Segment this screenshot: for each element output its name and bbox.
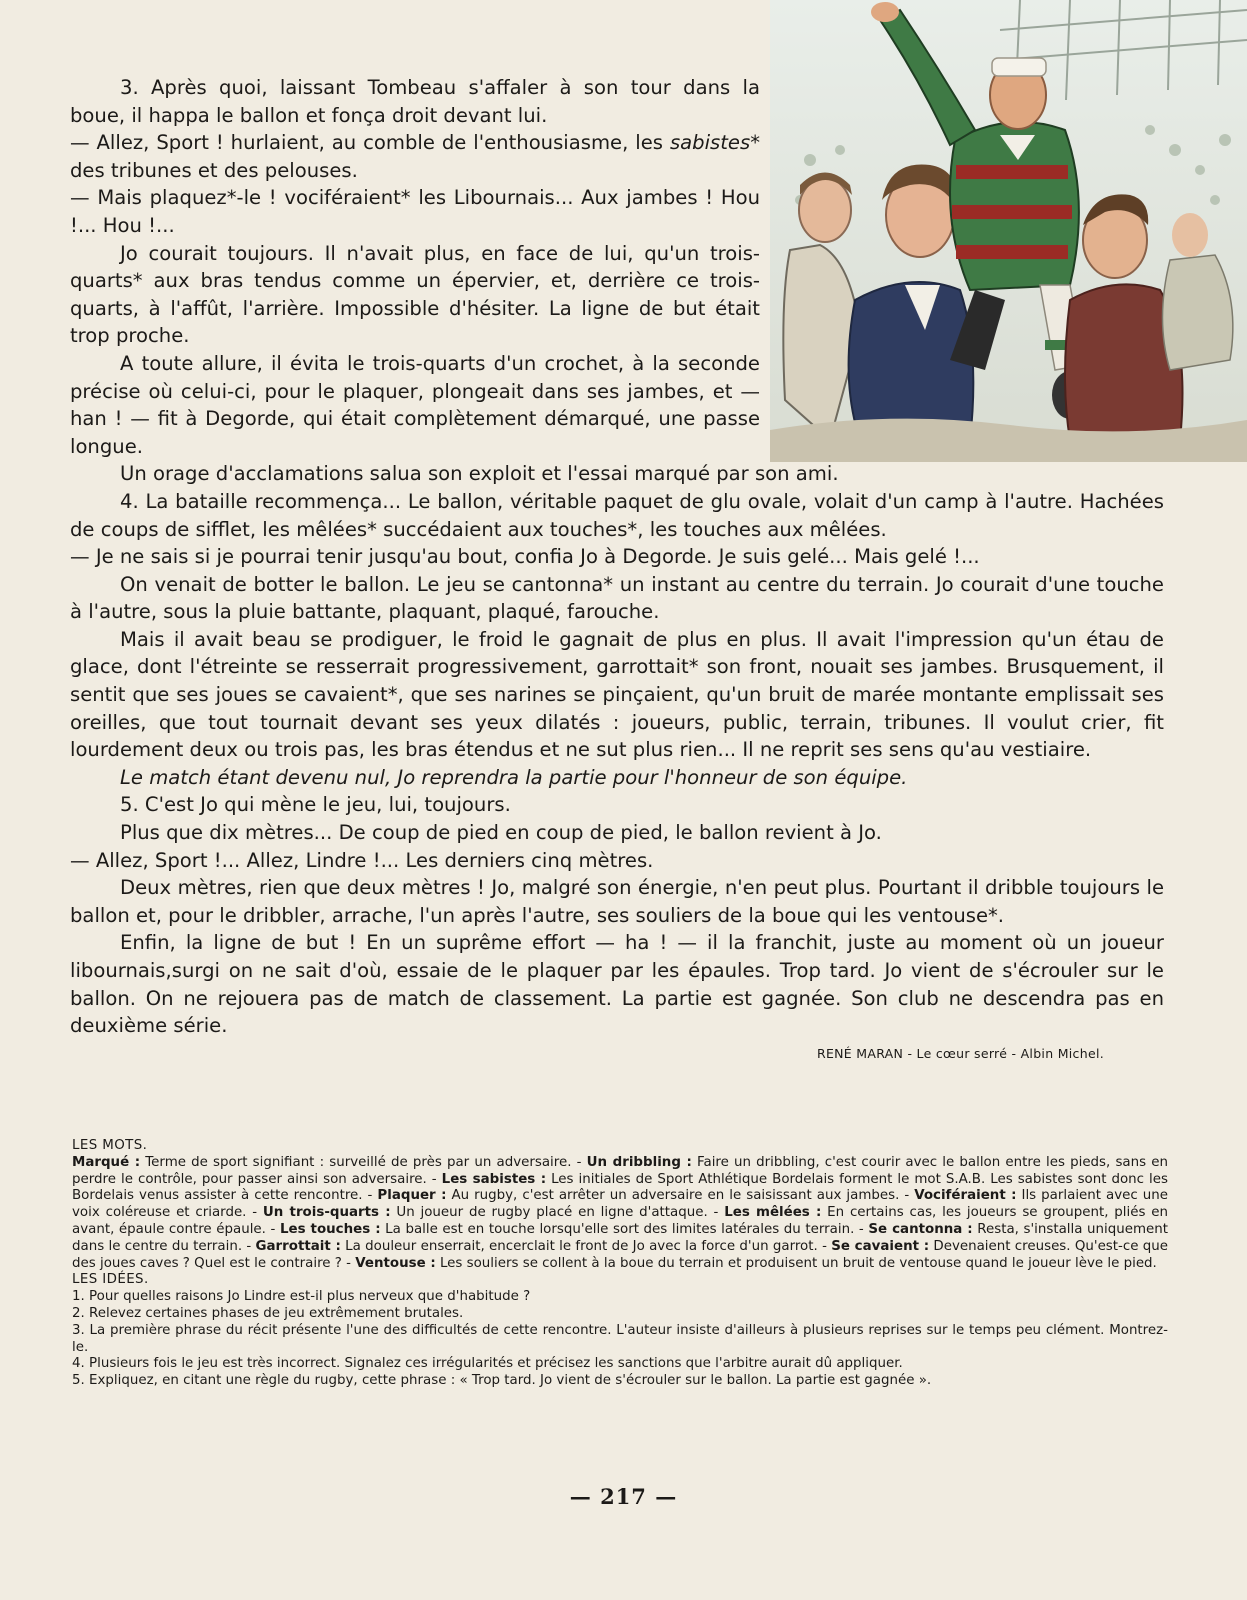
vocabulary-term: Les sabistes :: [441, 1171, 547, 1187]
paragraph-final: Enfin, la ligne de but ! En un suprême effort — ha ! — il la franchit, juste au moment où un joueur libournais,surgi on ne sait d'où, essaie de le plaquer par les épaules. Trop tard. Jo vient de s'écrouler sur le ballon. On ne rejouera pas de match de classement. La partie est gagnée. Son club ne descendra pas en deuxième série.: [70, 931, 1164, 1038]
dialogue-line: [70, 129, 760, 184]
italic-summary: [70, 764, 1164, 792]
idea-question: 5. Expliquez, en citant une règle du rugby, cette phrase : « Trop tard. Jo vient de s'écrouler sur le ballon. La partie est gagnée ».: [72, 1373, 932, 1389]
vocabulary-definitions: [72, 1155, 1168, 1273]
credit-line: [70, 1040, 1164, 1068]
vocabulary-definition: La douleur enserrait, encerclait le front de Jo avec la force d'un garrot. -: [340, 1238, 832, 1254]
idea-question: 1. Pour quelles raisons Jo Lindre est-il plus nerveux que d'habitude ?: [72, 1289, 531, 1305]
idea-question: 3. La première phrase du récit présente l'une des difficultés de cette rencontre. L'auteur insiste d'ailleurs à plusieurs reprises sur le temps peu clément. Montrez-le.: [72, 1322, 1168, 1355]
vocabulary-term: Se cavaient :: [831, 1238, 930, 1254]
vocabulary-term: Plaquer :: [377, 1188, 447, 1204]
vocabulary-definition: En certains cas, les joueurs se groupent, pliés en avant, épaule contre épaule. -: [72, 1205, 1168, 1237]
paragraph: Un orage d'acclamations salua son exploit et l'essai marqué par son ami.: [120, 462, 839, 486]
text-beside-illustration: [70, 74, 760, 460]
source-credit: RENÉ MARAN - Le cœur serré - Albin Michel.: [816, 1045, 1104, 1061]
vocabulary-term: Vociféraient :: [914, 1188, 1017, 1204]
vocabulary-heading: LES MOTS.: [72, 1138, 148, 1153]
dialogue-line: — Je ne sais si je pourrai tenir jusqu'au bout, confia Jo à Degorde. Je suis gelé... Mais gelé !...: [70, 545, 980, 569]
ideas-list: [72, 1289, 1168, 1390]
vocabulary-definition: Ils parlaient avec une voix coléreuse et criarde. -: [72, 1188, 1168, 1221]
vocabulary-term: Les touches :: [279, 1221, 381, 1237]
paragraph: Deux mètres, rien que deux mètres ! Jo, malgré son énergie, n'en peut plus. Pourtant il dribble toujours le ballon et, pour le dribbler, arrache, l'un après l'autre, ses souliers de la boue qui les ventouse*.: [70, 876, 1164, 927]
paragraph: On venait de botter le ballon. Le jeu se cantonna* un instant au centre du terrain. Jo courait d'une touche à l'autre, sous la pluie battante, plaquant, plaqué, farouche.: [70, 572, 1164, 624]
paragraph: Plus que dix mètres... De coup de pied en coup de pied, le ballon revient à Jo.: [120, 821, 882, 845]
vocabulary-definition: Au rugby, c'est arrêter un adversaire en le saisissant aux jambes. -: [446, 1188, 915, 1204]
vocabulary-term: Un trois-quarts :: [262, 1205, 391, 1221]
vocabulary-term: Garrottait :: [255, 1238, 341, 1254]
vocabulary-term: Se cantonna :: [868, 1221, 973, 1237]
paragraph: Mais il avait beau se prodiguer, le froid le gagnait de plus en plus. Il avait l'impression qu'un étau de glace, dont l'étreinte se resserrait progressivement, garrottait* son front, nouait ses jambes. Brusquement, il sentit que ses joues se cavaient*, que ses narines se pinçaient, qu'un bruit de marée montante emplissait ses oreilles, que tout tournait devant ses yeux dilatés : joueurs, public, terrain, tribunes. Il voulut crier, fit lourdement deux ou trois pas, les bras étendus et ne sut plus rien... Il ne reprit ses sens qu'au vestiaire.: [70, 627, 1164, 762]
vocabulary-definition: La balle est en touche lorsqu'elle sort des limites latérales du terrain. -: [380, 1221, 869, 1237]
vocabulary-term: Marqué :: [72, 1154, 141, 1170]
vocabulary-term: Ventouse :: [355, 1255, 436, 1271]
vocabulary-definition: Terme de sport signifiant : surveillé de près par un adversaire. -: [140, 1154, 587, 1170]
italic-summary-text: Le match étant devenu nul, Jo reprendra la partie pour l'honneur de son équipe.: [120, 765, 908, 789]
paragraph: Jo courait toujours. Il n'avait plus, en face de lui, qu'un trois-quarts* aux bras tendus comme un épervier, et, derrière ce trois-quarts, à l'affût, l'arrière. Impossible d'hésiter. La ligne de but était trop proche.: [70, 241, 760, 348]
italic-term: sabistes: [669, 131, 751, 155]
dialogue-line: — Mais plaquez*-le ! vociféraient* les Libournais... Aux jambes ! Hou !... Hou !...: [70, 186, 760, 237]
dialogue-part: * des tribunes et des pelouses.: [70, 131, 760, 182]
vocabulary-definition: Faire un dribbling, c'est courir avec le ballon entre les pieds, sans en perdre le contrôle, pour passer ainsi son adversaire. -: [72, 1154, 1168, 1187]
vocabulary-section: [72, 1138, 1168, 1390]
vocabulary-term: Un dribbling :: [586, 1154, 692, 1170]
vocabulary-definition: Un joueur de rugby placé en ligne d'attaque. -: [390, 1205, 725, 1221]
ideas-heading: LES IDÉES.: [72, 1272, 149, 1288]
paragraph: A toute allure, il évita le trois-quarts d'un crochet, à la seconde précise où celui-ci, pour le plaquer, plongeait dans ses jambes, et — han ! — fit à Degorde, qui était complètement démarqué, une passe longue.: [70, 351, 760, 458]
vocabulary-definition: Les initiales de Sport Athlétique Bordelais forment le mot S.A.B. Les sabistes sont donc les Bordelais venus assister à cette rencontre. -: [72, 1171, 1168, 1204]
vocabulary-definition: Les souliers se collent à la boue du terrain et produisent un bruit de ventouse quand le joueur lève le pied.: [435, 1255, 1157, 1271]
paragraph-5-start: 5. C'est Jo qui mène le jeu, lui, toujours.: [120, 793, 511, 817]
vocabulary-term: Les mêlées :: [724, 1205, 822, 1221]
idea-question: 4. Plusieurs fois le jeu est très incorrect. Signalez ces irrégularités et précisez les sanctions que l'arbitre aurait dû appliquer.: [72, 1356, 903, 1372]
idea-question: 2. Relevez certaines phases de jeu extrêmement brutales.: [72, 1305, 464, 1321]
dialogue-part: — Allez, Sport ! hurlaient, au comble de l'enthousiasme, les: [70, 131, 670, 155]
dialogue-line: — Allez, Sport !... Allez, Lindre !... Les derniers cinq mètres.: [70, 848, 654, 872]
vocabulary-definition: Resta, s'installa uniquement dans le centre du terrain. -: [72, 1221, 1168, 1254]
page-number: — 217 —: [569, 1484, 678, 1509]
paragraph-3-start: 3. Après quoi, laissant Tombeau s'affaler à son tour dans la boue, il happa le ballon et fonça droit devant lui.: [70, 76, 760, 127]
paragraph-4-start: 4. La bataille recommença... Le ballon, véritable paquet de glu ovale, volait d'un camp à l'autre. Hachées de coups de sifflet, les mêlées* succédaient aux touches*, les touches aux mêlées.: [70, 489, 1164, 541]
story-text: [70, 74, 1164, 1067]
vocabulary-definition: Devenaient creuses. Qu'est-ce que des joues caves ? Quel est le contraire ? -: [72, 1238, 1168, 1271]
